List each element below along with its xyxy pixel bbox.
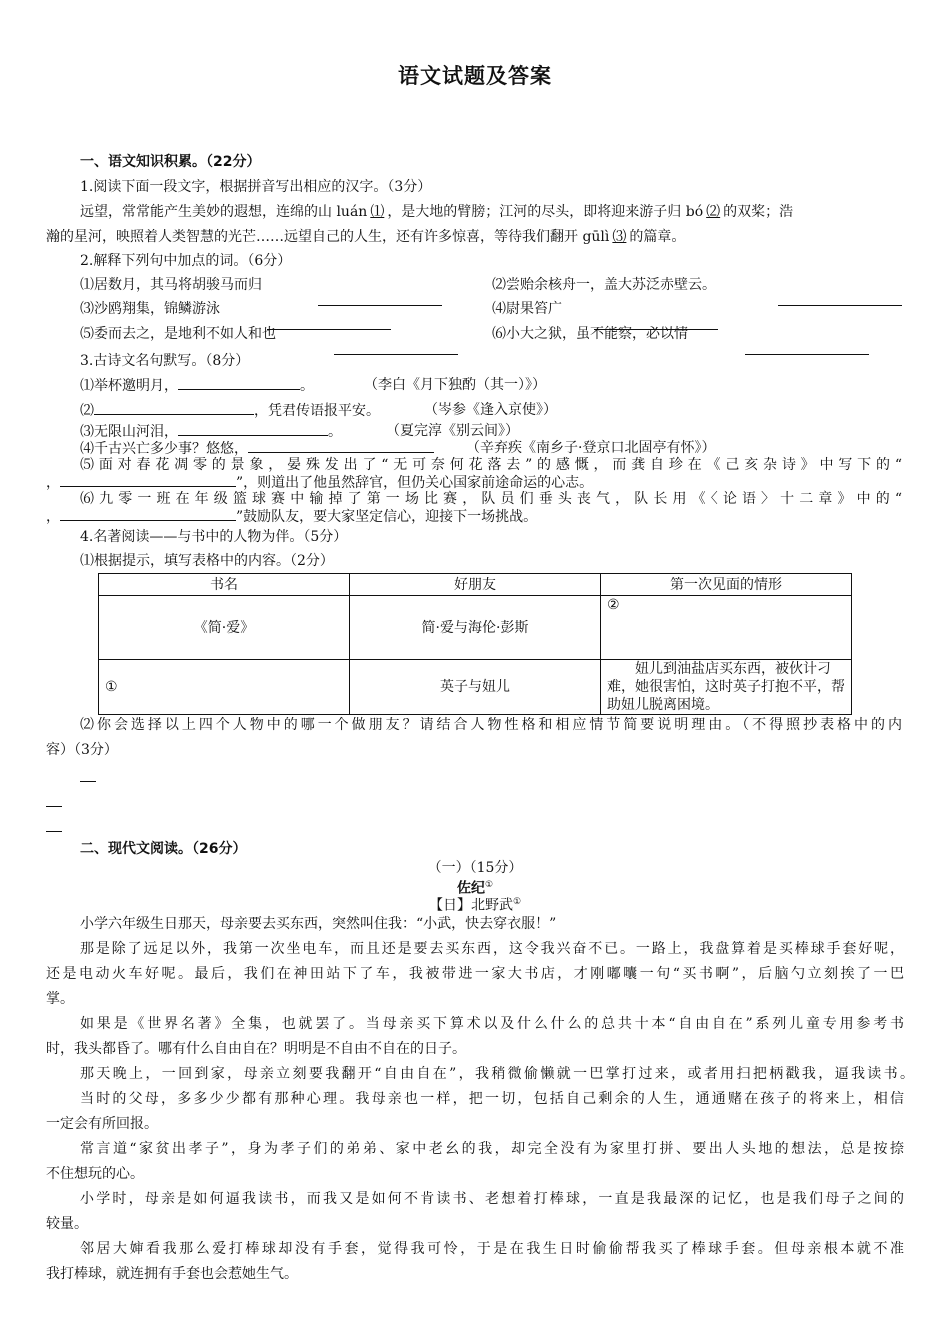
q4-sub-2-line-2: 容）（3分） [46, 742, 118, 758]
table-answer-cell-2[interactable]: ② [601, 596, 852, 660]
q2-item-6: ⑹小大之狱，虽不能察，必以情 [492, 326, 688, 342]
q2-blank-3[interactable] [267, 315, 391, 330]
q3-source-3: （夏完淳《别云间》） [386, 423, 519, 439]
essay-line: 常言道“家贫出孝子”，身为孝子们的弟弟、家中老幺的我，却完全没有为家里打拼、要出人头地的想法，总是按捺 [80, 1141, 904, 1157]
blank-1[interactable]: ⑴ [370, 204, 385, 220]
essay-author: 【日】北野武① [428, 897, 522, 914]
table-cell: 简·爱与海伦·彭斯 [350, 596, 601, 660]
essay-line: 那天晚上，一回到家，母亲立刻要我翻开“自由自在”，我稍微偷懒就一巴掌打过来，或者用扫把柄戳我，逼我读书。 [80, 1066, 914, 1082]
essay-line: 那是除了远足以外，我第一次坐电车，而且还是要去买东西，这令我兴奋不已。一路上，我盘算着是买棒球手套好呢， [80, 941, 904, 957]
q3-poem-1: ⑴举杯邀明月， 。 [80, 375, 314, 396]
essay-line: 当时的父母，多多少少都有那种心理。我母亲也一样，把一切，包括自己剩余的人生，通通赌在孩子的将来上，相信 [80, 1091, 904, 1107]
q3-prompt: 3.古诗文名句默写。（8分） [80, 353, 250, 369]
q3-poem-2: ⑵ ，凭君传语报平安。 [80, 400, 380, 421]
section-1-heading: 一、语文知识积累。（22分） [80, 154, 261, 170]
essay-line: 如果是《世界名著》全集，也就罢了。当母亲买下算术以及什么什么的总共十本“自由自在”系列儿童专用参考书 [80, 1016, 904, 1032]
table-header-cell: 第一次见面的情形 [601, 574, 852, 596]
essay-line: 邻居大婶看我那么爱打棒球却没有手套，觉得我可怜，于是在我生日时偷偷帮我买了棒球手套。但母亲根本就不准 [80, 1241, 904, 1257]
q2-blank-2[interactable] [778, 291, 902, 306]
q3-poem-6-line-2: ， ”鼓励队友，要大家坚定信心，迎接下一场挑战。 [46, 506, 537, 527]
q2-blank-6[interactable] [745, 340, 869, 355]
blank-2[interactable]: ⑵ [706, 204, 721, 220]
table-cell: 英子与妞儿 [350, 660, 601, 715]
q3-poem-6-line-1: ⑹九零一班在年级篮球赛中输掉了第一场比赛，队员们垂头丧气，队长用《〈论语〉十二章》中的“ [80, 491, 902, 507]
answer-line-3[interactable] [46, 831, 62, 832]
table-header-row [99, 574, 852, 596]
q4-sub-1: ⑴根据提示，填写表格中的内容。（2分） [80, 553, 334, 569]
q4-prompt: 4.名著阅读——与书中的人物为伴。（5分） [80, 529, 348, 545]
q2-item-2: ⑵尝贻余核舟一，盖大苏泛赤壁云。 [492, 277, 716, 293]
answer-line-2[interactable] [46, 806, 62, 807]
essay-line: 时，我头都昏了。哪有什么自由自在？明明是不自由不自在的日子。 [46, 1041, 466, 1057]
q2-prompt: 2.解释下列句中加点的词。（6分） [80, 253, 292, 269]
q1-passage-line-1: 远望，常常能产生美妙的遐想，连绵的山 luán ⑴ ，是大地的臂膀；江河的尽头，即将迎来游子归 bó ⑵ 的双桨；浩 [80, 204, 794, 220]
poem-blank-5[interactable] [60, 472, 236, 487]
q3-source-1: （李白《月下独酌（其一）》） [364, 377, 546, 393]
q3-poem-5-line-2: ， ”，则道出了他虽然辞官，但仍关心国家前途命运的心志。 [46, 472, 593, 493]
essay-line: 较量。 [46, 1216, 88, 1232]
essay-line: 一定会有所回报。 [46, 1116, 158, 1132]
q1-prompt: 1.阅读下面一段文字，根据拼音写出相应的汉字。（3分） [80, 179, 432, 195]
q2-item-5: ⑸委而去之，是地利不如人和也 [80, 326, 276, 342]
q1-passage-line-2: 瀚的星河，映照着人类智慧的光芒……远望自己的人生，还有许多惊喜，等待我们翻开 gūlì ⑶ 的篇章。 [46, 229, 686, 245]
table-header-cell: 书名 [99, 574, 350, 596]
q3-poem-5-line-1: ⑸面对春花凋零的景象，晏殊发出了“无可奈何花落去”的感慨，而龚自珍在《己亥杂诗》中写下的“ [80, 457, 902, 473]
footnote-mark: ① [512, 897, 522, 907]
page-title: 语文试题及答案 [398, 64, 552, 88]
q4-sub-2-line-1: ⑵你会选择以上四个人物中的哪一个做朋友？请结合人物性格和相应情节简要说明理由。（不得照抄表格中的内 [80, 717, 902, 733]
essay-line: 小学六年级生日那天，母亲要去买东西，突然叫住我：“小武，快去穿衣服！” [80, 916, 557, 932]
essay-line: 小学时，母亲是如何逼我读书，而我又是如何不肯读书、老想着打棒球，一直是我最深的记忆，也是我们母子之间的 [80, 1191, 904, 1207]
section-2-heading: 二、现代文阅读。（26分） [80, 841, 247, 857]
table-answer-cell-1[interactable]: ① [99, 660, 350, 715]
essay-line: 还是电动火车好呢。最后，我们在神田站下了车，我被带进一家大书店，才刚嘟囔一句“买书啊”，后脑勺立刻挨了一巴 [46, 966, 904, 982]
q3-source-4: （辛弃疾《南乡子·登京口北固亭有怀》） [466, 440, 716, 456]
essay-title: 佐纪① [456, 880, 494, 897]
table-header-cell: 好朋友 [350, 574, 601, 596]
poem-blank-1[interactable] [178, 375, 300, 390]
q3-source-2: （岑参《逢入京使》） [424, 402, 557, 418]
poem-blank-6[interactable] [60, 506, 236, 521]
footnote-mark: ① [484, 880, 494, 890]
q2-blank-5[interactable] [334, 340, 458, 355]
reading-table [98, 573, 852, 715]
q2-item-1: ⑴居数月，其马将胡骏马而归 [80, 277, 262, 293]
poem-blank-2[interactable] [94, 400, 254, 415]
q2-item-4: ⑷尉果笞广 [492, 301, 562, 317]
table-cell: 妞儿到油盐店买东西，被伙计刁难，她很害怕，这时英子打抱不平，帮助妞儿脱离困境。 [601, 660, 852, 715]
part-heading: （一）（15分） [427, 860, 523, 876]
essay-line: 不住想玩的心。 [46, 1166, 144, 1182]
q2-item-3: ⑶沙鸥翔集，锦鳞游泳 [80, 301, 220, 317]
table-row [99, 660, 852, 715]
table-cell: 《简·爱》 [99, 596, 350, 660]
poem-blank-4[interactable] [248, 438, 434, 453]
essay-line: 掌。 [46, 991, 74, 1007]
q2-blank-1[interactable] [318, 291, 442, 306]
table-row [99, 596, 852, 660]
answer-line-1[interactable] [80, 781, 96, 782]
blank-3[interactable]: ⑶ [612, 229, 627, 245]
poem-blank-3[interactable] [178, 421, 328, 436]
essay-line: 我打棒球，就连拥有手套也会惹她生气。 [46, 1266, 298, 1282]
q3-poem-3: ⑶无限山河泪， 。 [80, 421, 342, 442]
q3-poem-4: ⑷千古兴亡多少事？悠悠， [80, 438, 434, 459]
